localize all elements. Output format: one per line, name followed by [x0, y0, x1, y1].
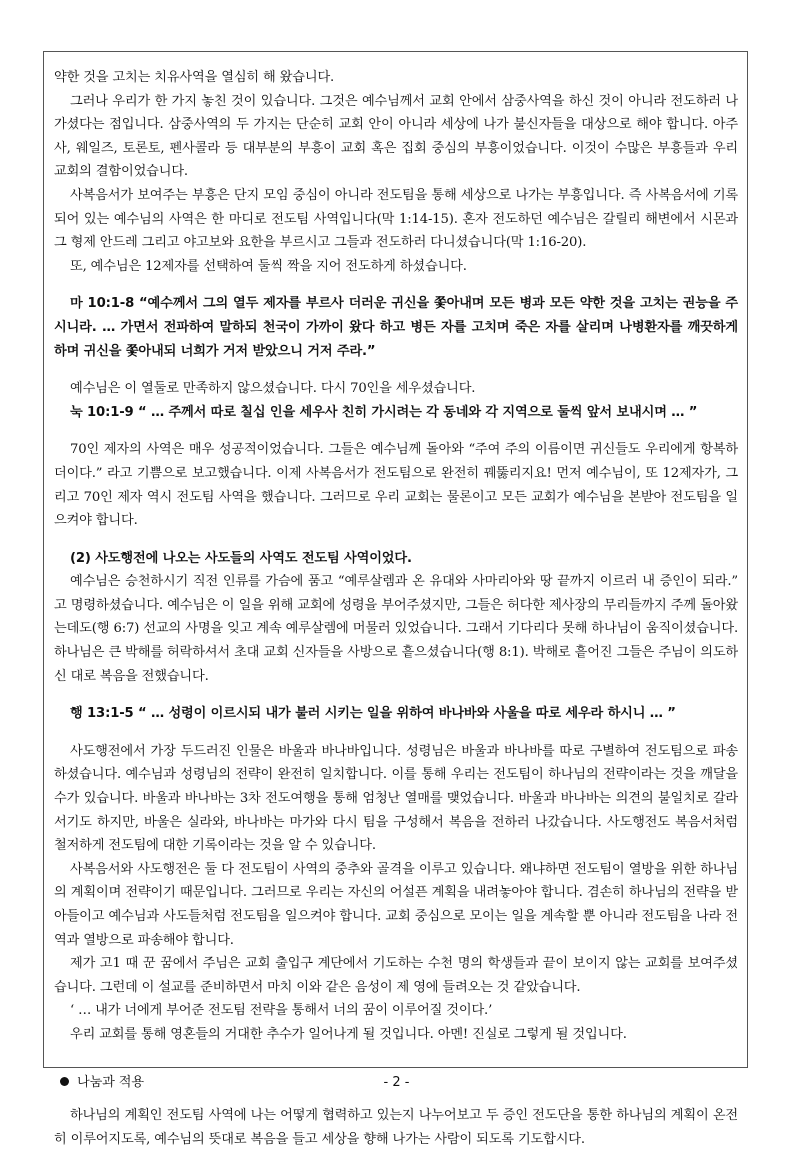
paragraph: 또, 예수님은 12제자를 선택하여 둘씩 짝을 지어 전도하게 하셨습니다.	[70, 258, 467, 274]
paragraph: 예수님은 이 열둘로 만족하지 않으셨습니다. 다시 70인을 세우셨습니다.	[70, 381, 476, 397]
paragraph: 제가 고1 때 꾼 꿈에서 주님은 교회 출입구 계단에서 기도하는 수천 명의 학생들과 끝이 보이지 않는 교회를 보여주셨습니다. 그런데 이 설교를 준비하면서 마치 이와 같은 음성이 제 영에 들려오는 것 같았습니다.	[54, 956, 738, 995]
section-heading: (2) 사도행전에 나오는 사도들의 사역도 전도팀 사역이었다.	[70, 550, 412, 566]
page-number: - 2 -	[383, 1075, 410, 1090]
paragraph: 그러나 우리가 한 가지 놓친 것이 있습니다. 그것은 예수님께서 교회 안에서 삼중사역을 하신 것이 아니라 전도하러 나가셨다는 점입니다. 삼중사역의 두 가지는 단순히 교회 안이 아니라 세상에 나가 불신자들을 대상으로 해야 합니다. 아주사, 웨일즈, 토론토, 펜사콜라 등 대부분의 부흥이 교회 혹은 집회 중심의 부흥이었습니다. 이것이 수많은 부흥들과 우리 교회의 결함이었습니다.	[54, 93, 738, 180]
paragraph: 우리 교회를 통해 영혼들의 거대한 추수가 일어나게 될 것입니다. 아멘! 진실로 그렇게 될 것입니다.	[70, 1026, 627, 1042]
paragraph: 예수님은 승천하시기 직전 인류를 가슴에 품고 “예루살렘과 온 유대와 사마리아와 땅 끝까지 이르러 내 증인이 되라.” 고 명령하셨습니다. 예수님은 이 일을 위해 교회에 성령을 부어주셨지만, 그들은 허다한 제사장의 무리들까지 주께 돌아왔는데도(행 6:7) 선교의 사명을 잊고 계속 예루살렘에 머물러 있었습니다. 그래서 기다리다 못해 하나님이 움직이셨습니다. 하나님은 큰 박해를 허락하셔서 초대 교회 신자들을 사방으로 흩으셨습니다(행 8:1). 박해로 흩어진 그들은 주님이 의도하신 대로 복음을 전했습니다.	[54, 574, 738, 684]
scripture-quote: 마 10:1-8 “예수께서 그의 열두 제자를 부르사 더러운 귀신을 쫓아내며 모든 병과 모든 약한 것을 고치는 권능을 주시니라. … 가면서 전파하여 말하되 천국이 가까이 왔다 하고 병든 자를 고치며 죽은 자를 살리며 나병환자를 깨끗하게 하며 귀신을 쫓아내되 너희가 거저 받았으니 거저 주라.”	[54, 296, 738, 359]
page-frame	[43, 51, 748, 1147]
scripture-quote: 눅 10:1-9 “ … 주께서 따로 칠십 인을 세우사 친히 가시려는 각 동네와 각 지역으로 둘씩 앞서 보내시며 … ”	[70, 404, 698, 420]
paragraph: 사복음서가 보여주는 부흥은 단지 모임 중심이 아니라 전도팀을 통해 세상으로 나가는 부흥입니다. 즉 사복음서에 기록되어 있는 예수님의 사역은 한 마디로 전도팀 사역입니다(막 1:14-15). 혼자 전도하던 예수님은 갈릴리 해변에서 시몬과 그 형제 안드레 그리고 야고보와 요한을 부르시고 그들과 전도하러 다니셨습니다(막 1:16-20).	[54, 187, 738, 251]
paragraph: 하나님의 계획인 전도팀 사역에 나는 어떻게 협력하고 있는지 나누어보고 두 증인 전도단을 통한 하나님의 계획이 온전히 이루어지도록, 예수님의 뜻대로 복음을 들고 세상을 향해 나가는 사람이 되도록 기도합시다.	[54, 1108, 738, 1147]
paragraph: 70인 제자의 사역은 매우 성공적이었습니다. 그들은 예수님께 돌아와 “주여 주의 이름이면 귀신들도 우리에게 항복하더이다.” 라고 기쁨으로 보고했습니다. 이제 사복음서가 전도팀으로 완전히 꿰뚫리지요! 먼저 예수님이, 또 12제자가, 그리고 70인 제자 역시 전도팀 사역을 했습니다. 그러므로 우리 교회는 물론이고 모든 교회가 예수님을 본받아 전도팀을 일으켜야 합니다.	[54, 442, 738, 529]
scripture-quote: 행 13:1-5 “ … 성령이 이르시되 내가 불러 시키는 일을 위하여 바나바와 사울을 따로 세우라 하시니 … ”	[70, 706, 676, 722]
paragraph: 약한 것을 고치는 치유사역을 열심히 해 왔습니다.	[54, 70, 335, 85]
paragraph: 사도행전에서 가장 두드러진 인물은 바울과 바나바입니다. 성령님은 바울과 바나바를 따로 구별하여 전도팀으로 파송하셨습니다. 예수님과 성령님의 전략이 완전히 일치합니다. 이를 통해 우리는 전도팀이 하나님의 전략이라는 것을 깨달을 수가 있습니다. 바울과 바나바는 3차 전도여행을 통해 엄청난 열매를 맺었습니다. 바울과 바나바는 의견의 불일치로 갈라서기도 하지만, 바울은 실라와, 바나바는 마가와 다시 팀을 구성해서 복음을 전하러 나갔습니다. 사도행전도 복음서처럼 철저하게 전도팀에 대한 기록이라는 것을 알 수 있습니다.	[54, 743, 738, 854]
paragraph: ‘ … 내가 너에게 부어준 전도팀 전략을 통해서 너의 꿈이 이루어질 것이다.’	[70, 1003, 493, 1019]
section-title-text: 나눔과 적용	[77, 1074, 144, 1090]
paragraph: 사복음서와 사도행전은 둘 다 전도팀이 사역의 중추와 골격을 이루고 있습니다. 왜냐하면 전도팀이 열방을 위한 하나님의 계획이며 전략이기 때문입니다. 그러므로 우리는 자신의 어설픈 계획을 내려놓아야 합니다. 겸손히 하나님의 전략을 받아들이고 예수님과 사도들처럼 전도팀을 일으켜야 합니다. 교회 중심으로 모이는 일을 계속할 뿐 아니라 전도팀을 나라 전역과 열방으로 파송해야 합니다.	[54, 861, 738, 948]
